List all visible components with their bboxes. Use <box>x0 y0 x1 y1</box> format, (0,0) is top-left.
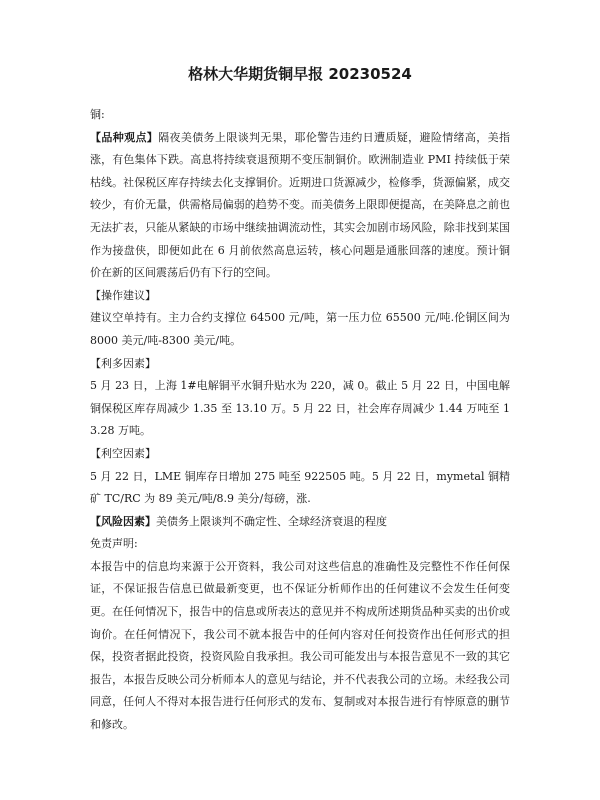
report-title: 格林大华期货铜早报 20230524 <box>188 65 412 83</box>
view-text: 隔夜美债务上限谈判无果，耶伦警告违约日遭质疑，避险情绪高，美指涨，有色集体下跌。高息将持续衰退预期不变压制铜价。欧洲制造业 PMI 持续低于荣枯线。社保税区库存持续去化支撑铜价。近期进口货源减少，检修季，货源偏紧，成交较少，有价无量，供需格局偏弱的趋势不变。而美债务上限即便提高，在美降息之前也无法扩表，只能从紧缺的市场中继续抽调流动性，其实会加剧市场风险，除非找到某国作为接盘侠，即便如此在 6 月前依然高息运转，核心问题是通胀回落的速度。预计铜价在新的区间震荡后仍有下行的空间。 <box>90 130 511 280</box>
risk-text: 美债务上限谈判不确定性、全球经济衰退的程度 <box>156 514 387 528</box>
bullish-text: 5 月 23 日，上海 1#电解铜平水铜升贴水为 220，减 0。截止 5 月 22 日，中国电解铜保税区库存周减少 1.35 至 13.10 万。5 月 22 日，社会库存周减少 1.44 万吨至 13.28 万吨。 <box>90 379 510 438</box>
advice-text: 建议空单持有。主力合约支撑位 64500 元/吨，第一压力位 65500 元/吨.伦铜区间为 8000 美元/吨-8300 美元/吨。 <box>90 311 510 347</box>
bearish-text: 5 月 22 日，LME 铜库存日增加 275 吨至 922505 吨。5 月 22 日，mymetal 铜精矿 TC/RC 为 89 美元/吨/8.9 美分/每磅，涨. <box>90 469 510 506</box>
bullish-label: 【利多因素】 <box>90 356 156 370</box>
disclaimer-text: 本报告中的信息均来源于公开资料，我公司对这些信息的准确性及完整性不作任何保证，不保证报告信息已做最新变更，也不保证分析师作出的任何建议不会发生任何变更。在任何情况下，报告中的信息或所表达的意见并不构成所述期货品种买卖的出价或询价。在任何情况下，我公司不就本报告中的任何内容对任何投资作出任何形式的担保，投资者据此投资，投资风险自我承担。我公司可能发出与本报告意见不一致的其它报告，本报告反映公司分析师本人的意见与结论，并不代表我公司的立场。未经我公司同意，任何人不得对本报告进行任何形式的发布、复制或对本报告进行有悖原意的删节和修改。 <box>90 559 510 732</box>
advice-label: 【操作建议】 <box>90 288 156 302</box>
disclaimer-label: 免责声明: <box>90 537 138 551</box>
risk-label: 【风险因素】 <box>90 514 156 528</box>
view-section <box>90 127 510 285</box>
risk-section <box>90 511 510 534</box>
view-label: 【品种观点】 <box>90 130 159 144</box>
bearish-label: 【利空因素】 <box>90 446 156 460</box>
commodity-label: 铜: <box>90 108 105 121</box>
